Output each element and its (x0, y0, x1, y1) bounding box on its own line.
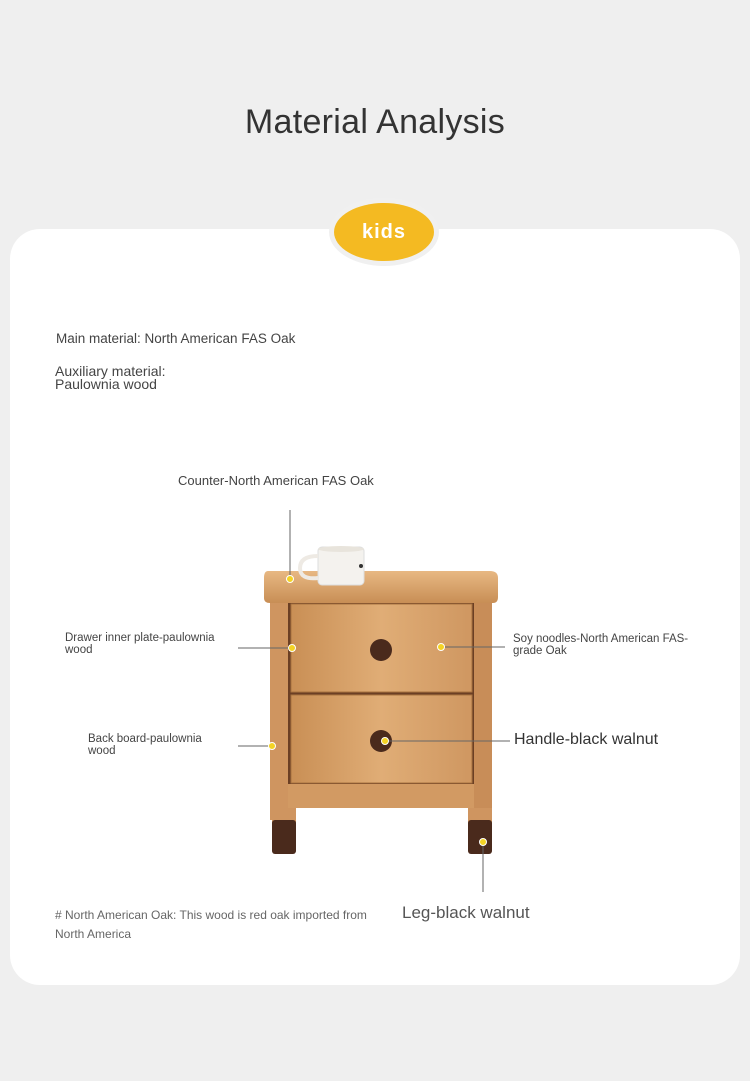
main-material-text: Main material: North American FAS Oak (56, 331, 296, 346)
leg-dot (480, 839, 487, 846)
handle-label: Handle-black walnut (514, 731, 659, 748)
handle-dot (382, 738, 389, 745)
soy-dot (438, 644, 445, 651)
page-title: Material Analysis (244, 103, 506, 141)
counter-dot (287, 576, 294, 583)
oak-note: # North American Oak: This wood is red oak imported from North America (55, 908, 367, 941)
soy-noodles-label: Soy noodles-North American FAS-grade Oak (513, 633, 689, 657)
drawer-inner-label: Drawer inner plate-paulownia wood (65, 632, 215, 656)
auxiliary-material-text: Auxiliary material: Paulownia wood (55, 363, 166, 392)
back-board-label: Back board-paulownia wood (88, 733, 202, 757)
kids-badge: kids (334, 203, 434, 261)
counter-label: Counter-North American FAS Oak (178, 473, 374, 488)
back-board-dot (269, 743, 276, 750)
drawer-dot (289, 645, 296, 652)
leg-label: Leg-black walnut (402, 903, 530, 922)
